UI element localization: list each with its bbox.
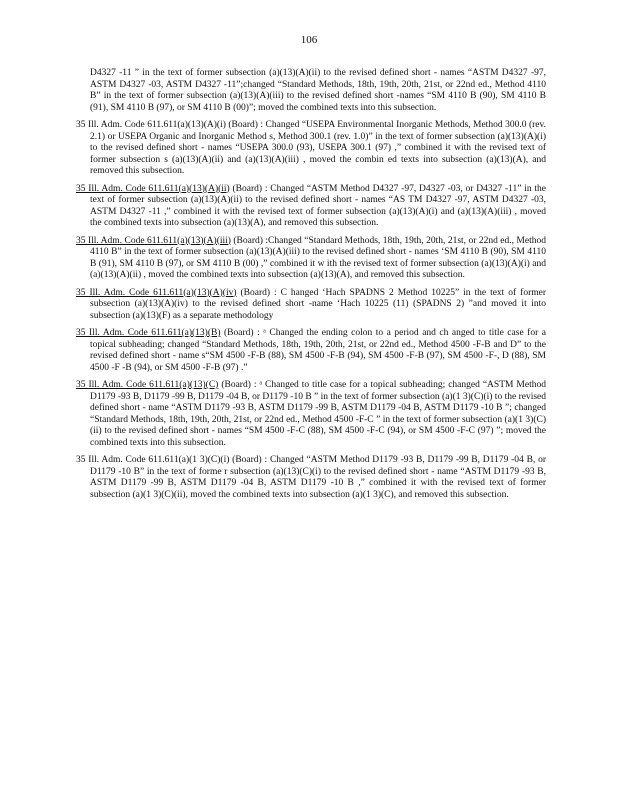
entry-7-citation: 35 Ill. Adm. Code 611.611(a)(13)(C) xyxy=(76,380,219,390)
entry-3 xyxy=(76,184,546,230)
entry-2-text: 35 Ill. Adm. Code 611.611(a)(13)(A)(i) (Board) : Changed “USEPA Environmental Inorganic Methods, Method 300.0 (rev. 2.1) or USEPA Organic and Inorganic Method s, Method 300.1 (rev. 1.0)” in the text of former subsection (a)(13)(A)(i) to the revised defined short - names “USEPA 300.0 (93), USEPA 300.1 (97) ,” combined it with the revised text of former subsection s (a)(13)(A)(ii) and (a)(13)(A)(iii) , moved the combin ed texts into subsection (a)(13)(A), and removed this subsection. xyxy=(76,120,546,176)
entry-3-text: (Board) : Changed “ASTM Method D4327 -97, D4327 -03, or D4327 -11” in the text of former subsection (a)(13)(A)(ii) to the revised defined short - names “AS TM D4327 -97, ASTM D4327 -03, ASTM D4327 -11 ,” combined it with the revised text of former subsection (a)(13)(A)(i) and (a)(13)(A)(iii) , moved the combined texts into subsection (a)(13)(A), and removed this subsection. xyxy=(90,183,546,228)
entry-5-citation: 35 Ill. Adm. Code 611.611(a)(13)(A)(iv) xyxy=(76,287,237,298)
entry-3-citation: 35 Ill. Adm. Code 611.611(a)(13)(A)(ii) xyxy=(76,183,230,194)
entry-8-text: 35 Ill. Adm. Code 611.611(a)(1 3)(C)(i) (Board) : Changed “ASTM Method D1179 -93 B, D1179 -99 B, D1179 -04 B, or D1179 -10 B” in the text of forme r subsection (a)(13)(C)(i) to the revised defined short - name “ASTM D1179 -93 B, ASTM D1179 -99 B, ASTM D1179 -04 B, ASTM D1179 -10 B ,” combined it with the revised text of former subsection (a)(1 3)(C)(ii), moved the combined texts into subsection (a)(1 3)(C), and removed this subsection. xyxy=(76,455,546,500)
entry-4 xyxy=(76,236,546,282)
entry-1 xyxy=(90,68,546,114)
entry-5-text: (Board) : C hanged ‘Hach SPADNS 2 Method 10225” in the text of former subsection (a)(13)(A)(iv) to the revised defined short -name ‘Hach 10225 (11) (SPADNS 2) ”and moved it into subsection (a)(13)(F) as a separate methodology xyxy=(90,287,546,321)
entry-6 xyxy=(76,328,546,374)
entry-7 xyxy=(76,380,546,449)
entry-7-text: (Board) : ᵃ Changed to title case for a topical subheading; changed “ASTM Method D1179 -93 B, D1179 -99 B, D1179 -04 B, or D1179 -10 B ” in the text of former subsection (a)(1 3)(C)(i) to the revised defined short - name “ASTM D1179 -93 B, ASTM D1179 -99 B, ASTM D1179 -04 B, ASTM D1179 -10 B ”; changed “Standard Methods, 18th, 19th, 20th, 21st, or 22nd ed., Method 4500 -F-C ” in the text of former subsection (a)(1 3)(C)(ii) to the revised defined short - names “SM 4500 -F-C (88), SM 4500 -F-C (94), or SM 4500 -F-C (97) ”; moved the combined texts into this subsection. xyxy=(90,380,546,448)
entry-8 xyxy=(76,455,546,501)
entry-6-text: (Board) : ᵃ Changed the ending colon to a period and ch anged to title case for a topical subheading; changed “Standard Methods, 18th, 19th, 20th, 21st, or 22nd ed., Method 4500 -F-B and D” to the revised defined short - name s“SM 4500 -F-B (88), SM 4500 -F-B (94), SM 4500 -F-B (97), SM 4500 -F-, D (88), SM 4500 -F -B (94), or SM 4500 -F-B (97) .” xyxy=(90,328,546,373)
entry-2 xyxy=(76,120,546,178)
entry-6-citation: 35 Ill. Adm. Code 611.611(a)(13)(B) xyxy=(76,328,221,338)
entry-4-citation: 35 Ill. Adm. Code 611.611(a)(13)(A)(iii) xyxy=(76,235,231,246)
page-number: 106 xyxy=(300,34,318,46)
entry-1-text: D4327 -11 ” in the text of former subsection (a)(13)(A)(ii) to the revised defined short - names “ASTM D4327 -97, ASTM D4327 -03, ASTM D4327 -11”;changed “Standard Methods, 18th, 19th, 20th, 21st, or 22nd ed., Method 4110 B” in the text of former subsection (a)(13)(A)(iii) to the revised defined short -names “SM 4110 B (90), SM 4110 B (91), SM 4110 B (97), or SM 4110 B (00)”; moved the combined texts into this subsection. xyxy=(90,68,546,113)
entry-4-text: (Board) :Changed “Standard Methods, 18th, 19th, 20th, 21st, or 22nd ed., Method 4110 B” in the text of former subsection (a)(13)(A)(iii) to the revised defined short - names ‘SM 4110 B (90), SM 4110 B (91), SM 4110 B (97), or SM 4110 B (00) ,” combined it w ith the revised text of former subsection (a)(13)(A)(i) and (a)(13)(A)(ii) , moved the combined texts into subsection (a)(13)(A), and removed this subsection. xyxy=(90,235,546,280)
entry-5 xyxy=(76,288,546,323)
document-body xyxy=(76,68,546,507)
